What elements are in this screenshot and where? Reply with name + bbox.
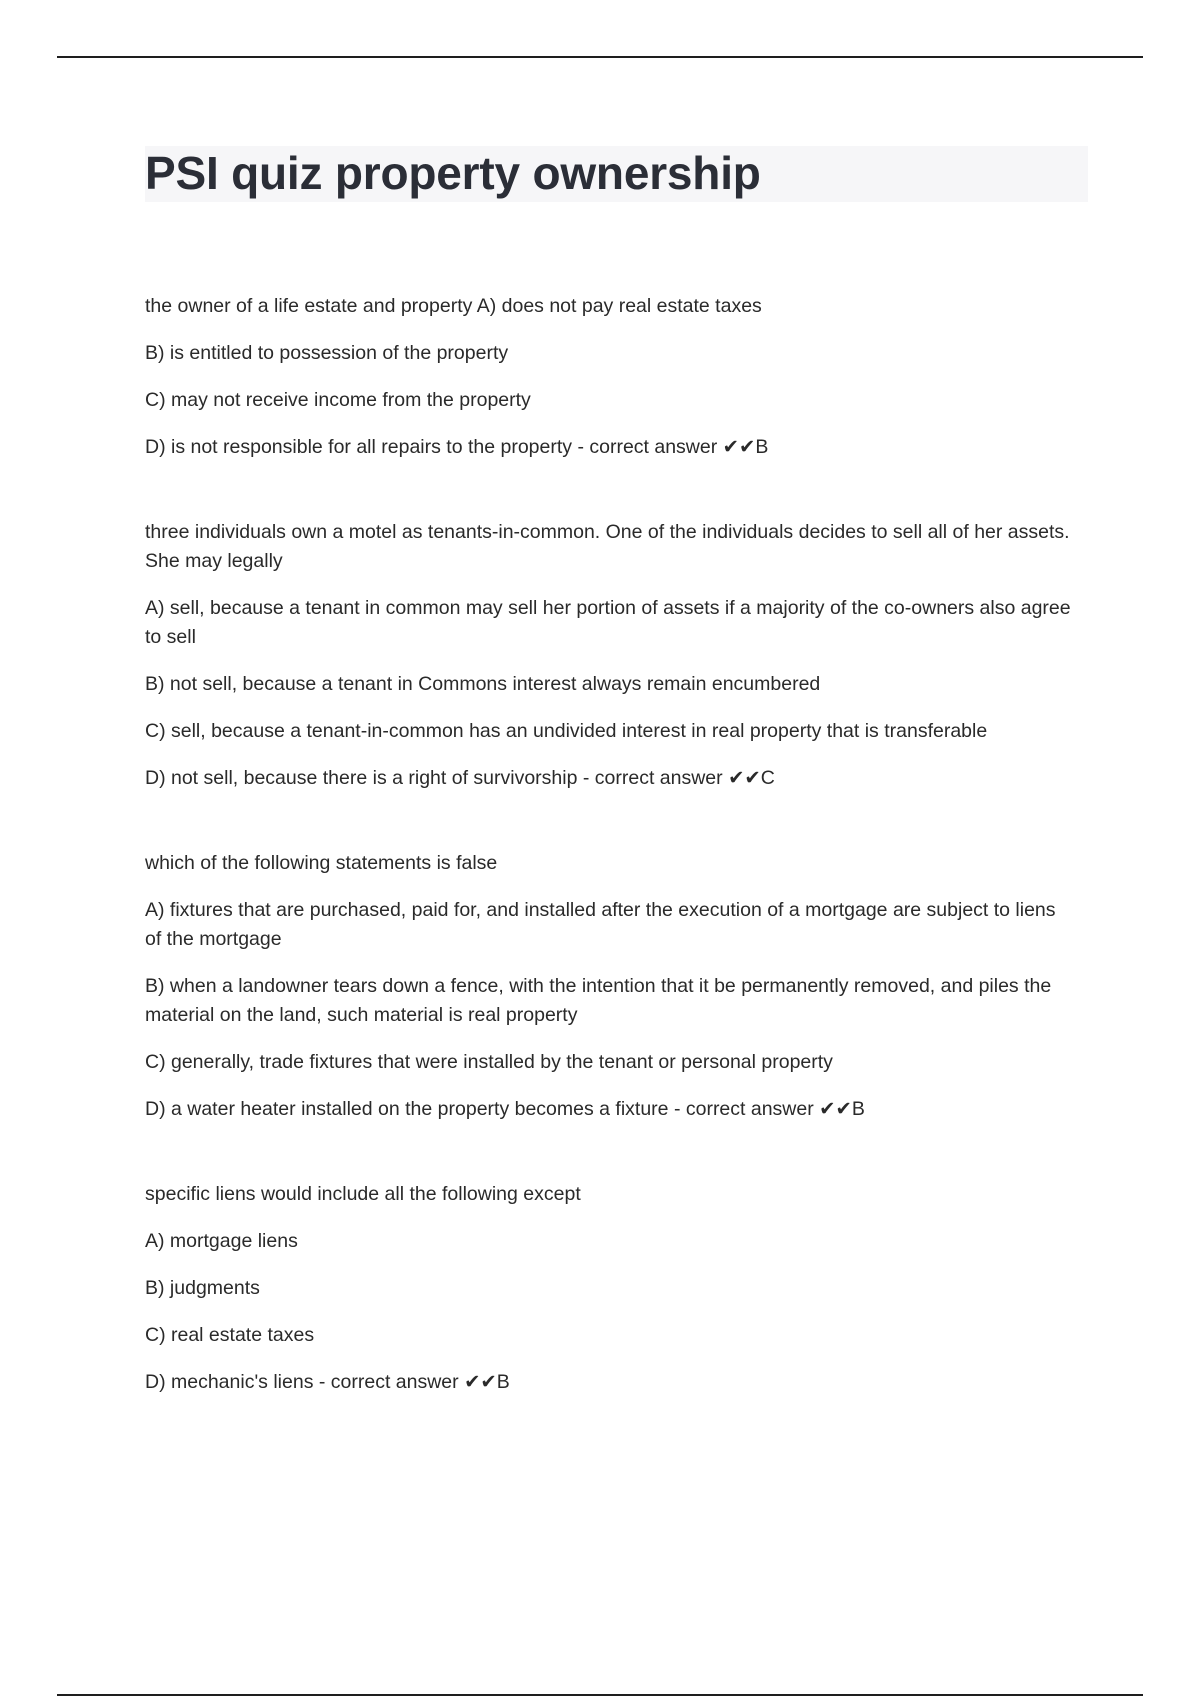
- answer-option-b: B) judgments: [145, 1277, 260, 1299]
- question-block: [145, 849, 1075, 1124]
- answer-option-c: C) real estate taxes: [145, 1324, 315, 1346]
- answer-option-d: D) is not responsible for all repairs to the property - correct answer ✔✔B: [145, 436, 769, 458]
- question-text: three individuals own a motel as tenants-in-common. One of the individuals decides to sell all of her assets. She may legally: [145, 521, 1070, 572]
- page-title: PSI quiz property ownership: [145, 147, 761, 199]
- answer-option-d: D) mechanic's liens - correct answer ✔✔B: [145, 1371, 510, 1393]
- header-rule: [57, 56, 1143, 58]
- question-block: [145, 1180, 1075, 1397]
- answer-option-d: D) a water heater installed on the property becomes a fixture - correct answer ✔✔B: [145, 1098, 865, 1120]
- answer-option-c: C) sell, because a tenant-in-common has an undivided interest in real property that is transferable: [145, 720, 988, 742]
- answer-option-a: A) fixtures that are purchased, paid for, and installed after the execution of a mortgage are subject to liens of the mortgage: [145, 899, 1056, 950]
- answer-option-b: B) not sell, because a tenant in Commons interest always remain encumbered: [145, 673, 821, 695]
- quiz-content: [145, 292, 1075, 1453]
- answer-option-c: C) generally, trade fixtures that were installed by the tenant or personal property: [145, 1051, 833, 1073]
- answer-option-a: A) sell, because a tenant in common may sell her portion of assets if a majority of the co-owners also agree to sell: [145, 597, 1071, 648]
- answer-option-d: D) not sell, because there is a right of survivorship - correct answer ✔✔C: [145, 767, 775, 789]
- answer-option-c: C) may not receive income from the property: [145, 389, 531, 411]
- question-text: the owner of a life estate and property A) does not pay real estate taxes: [145, 295, 762, 317]
- answer-option-b: B) when a landowner tears down a fence, with the intention that it be permanently removed, and piles the material on the land, such material is real property: [145, 975, 1052, 1026]
- question-text: which of the following statements is false: [145, 852, 498, 874]
- answer-option-a: A) mortgage liens: [145, 1230, 298, 1252]
- question-block: [145, 518, 1075, 793]
- footer-rule: [57, 1694, 1143, 1696]
- question-block: [145, 292, 1075, 462]
- question-text: specific liens would include all the following except: [145, 1183, 581, 1205]
- answer-option-b: B) is entitled to possession of the property: [145, 342, 509, 364]
